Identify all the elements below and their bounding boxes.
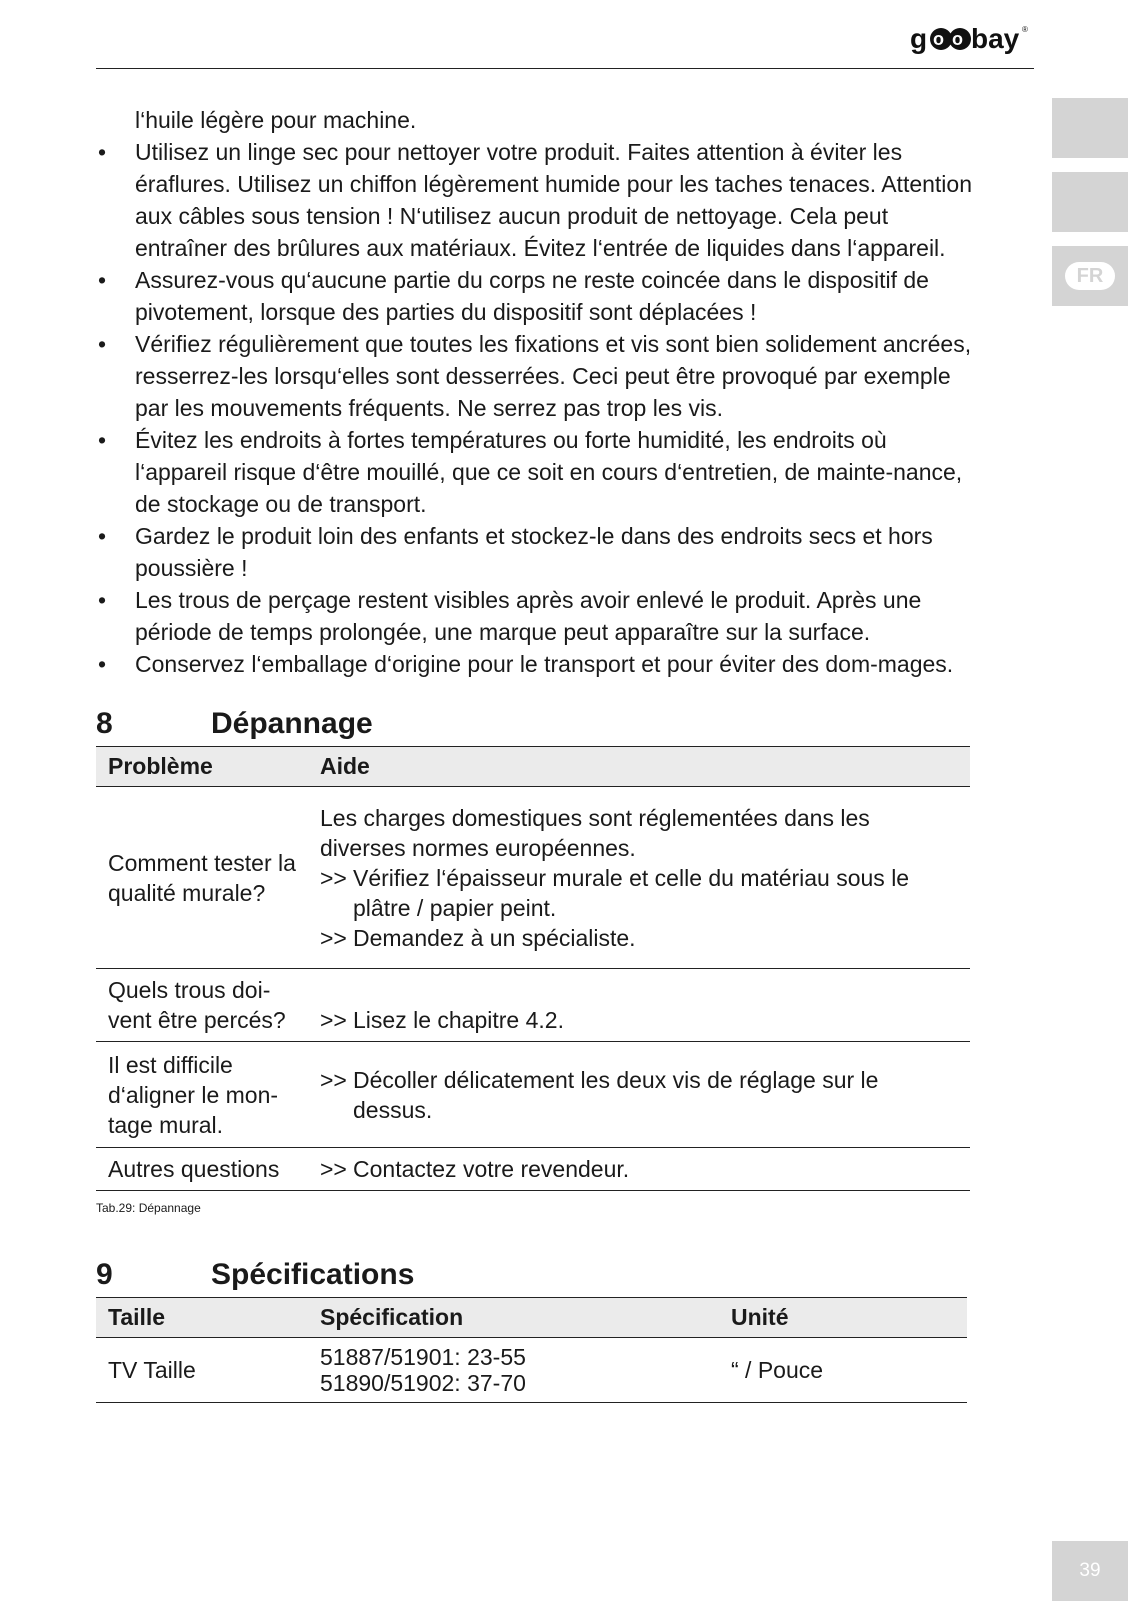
help-item bbox=[320, 923, 958, 953]
specifications-table bbox=[96, 1297, 967, 1403]
spec-line: 51890/51902: 37-70 bbox=[320, 1370, 526, 1396]
help-text: Demandez à un spécialiste. bbox=[353, 924, 636, 951]
problem-cell: Il est difficile d‘aligner le mon-tage mural. bbox=[96, 1042, 308, 1148]
troubleshooting-table bbox=[96, 746, 970, 1191]
column-header-size: Taille bbox=[96, 1298, 308, 1338]
table-row bbox=[96, 1042, 970, 1148]
language-badge: FR bbox=[1065, 262, 1115, 290]
problem-cell: Autres questions bbox=[96, 1148, 308, 1191]
help-text: Vérifiez l‘épaisseur murale et celle du matériau sous le plâtre / papier peint. bbox=[353, 864, 910, 921]
help-item bbox=[320, 863, 958, 923]
column-header-problem: Problème bbox=[96, 747, 308, 787]
help-text: Lisez le chapitre 4.2. bbox=[353, 1007, 564, 1033]
help-item bbox=[320, 1154, 958, 1184]
section-number: 9 bbox=[96, 1258, 113, 1291]
svg-text:bay: bay bbox=[971, 23, 1020, 54]
help-marker: >> bbox=[320, 1007, 347, 1033]
bullet-item: • Utilisez un linge sec pour nettoyer votre produit. Faites attention à éviter les éraflures. Utilisez un chiffon légèrement humide pour les taches tenaces. Attention aux câbles sous tension ! N‘utilisez aucun produit de nettoyage. Cela peut entraîner des brûlures aux matériaux. Évitez l‘entrée de liquides dans l‘appareil. bbox=[96, 136, 976, 264]
page-content bbox=[96, 104, 976, 1403]
column-header-specification: Spécification bbox=[308, 1298, 719, 1338]
header-rule bbox=[96, 68, 1034, 69]
bullet-item: • Vérifiez régulièrement que toutes les fixations et vis sont bien solidement ancrées, resserrez-les lorsqu‘elles sont desserrées. Ceci peut être provoqué par exemple par les mouvements fréquents. Ne serrez pas trop les vis. bbox=[96, 328, 976, 424]
spec-line: 51887/51901: 23-55 bbox=[320, 1344, 526, 1370]
help-text: Décoller délicatement les deux vis de réglage sur le dessus. bbox=[353, 1066, 879, 1123]
intro-continuation: l‘huile légère pour machine. bbox=[135, 107, 417, 133]
section-number: 8 bbox=[96, 707, 113, 740]
bullet-item: • Assurez-vous qu‘aucune partie du corps ne reste coincée dans le dispositif de pivotement, lorsque des parties du dispositif sont déplacées ! bbox=[96, 264, 976, 328]
bullet-item: • Gardez le produit loin des enfants et stockez-le dans des endroits secs et hors poussière ! bbox=[96, 520, 976, 584]
spec-cell bbox=[308, 1338, 719, 1403]
section-heading-depannage bbox=[96, 704, 976, 744]
help-cell bbox=[308, 787, 970, 969]
section-title: Dépannage bbox=[211, 707, 373, 740]
help-item bbox=[320, 1005, 958, 1035]
unit-cell: “ / Pouce bbox=[719, 1338, 967, 1403]
side-tab-language bbox=[1052, 246, 1128, 306]
goobay-logo bbox=[910, 18, 1030, 60]
help-cell bbox=[308, 1148, 970, 1191]
help-marker: >> bbox=[320, 924, 347, 951]
section-heading-specifications bbox=[96, 1255, 976, 1295]
safety-bullet-list bbox=[96, 136, 976, 680]
problem-cell: Comment tester la qualité murale? bbox=[96, 787, 308, 969]
table-row bbox=[96, 969, 970, 1042]
svg-text:g: g bbox=[910, 23, 928, 54]
svg-text:®: ® bbox=[1022, 25, 1028, 34]
table-row bbox=[96, 787, 970, 969]
section-title: Spécifications bbox=[211, 1258, 415, 1291]
side-tab-1 bbox=[1052, 98, 1128, 158]
help-intro: Les charges domestiques sont réglementées dans les diverses normes européennes. bbox=[320, 804, 870, 861]
help-marker: >> bbox=[320, 1066, 347, 1093]
table-row bbox=[96, 1148, 970, 1191]
svg-text:o: o bbox=[933, 29, 944, 49]
side-tab-2 bbox=[1052, 172, 1128, 232]
column-header-unit: Unité bbox=[719, 1298, 967, 1338]
column-header-help: Aide bbox=[308, 747, 970, 787]
bullet-item: • Les trous de perçage restent visibles après avoir enlevé le produit. Après une période de temps prolongée, une marque peut apparaître sur la surface. bbox=[96, 584, 976, 648]
help-item bbox=[320, 1065, 958, 1125]
help-text: Contactez votre revendeur. bbox=[353, 1156, 630, 1182]
table-caption: Tab.29: Dépannage bbox=[96, 1201, 201, 1215]
help-marker: >> bbox=[320, 864, 347, 891]
size-cell: TV Taille bbox=[96, 1338, 308, 1403]
svg-text:o: o bbox=[952, 29, 963, 49]
table-row bbox=[96, 1338, 967, 1403]
bullet-item: • Évitez les endroits à fortes températures ou forte humidité, les endroits où l‘appareil risque d‘être mouillé, que ce soit en cours d‘entretien, de mainte-nance, de stockage ou de transport. bbox=[96, 424, 976, 520]
help-cell bbox=[308, 1042, 970, 1148]
help-cell bbox=[308, 969, 970, 1042]
problem-cell: Quels trous doi-vent être percés? bbox=[96, 969, 308, 1042]
bullet-item: • Conservez l‘emballage d‘origine pour le transport et pour éviter des dom-mages. bbox=[96, 648, 976, 680]
page-number: 39 bbox=[1052, 1541, 1128, 1601]
help-marker: >> bbox=[320, 1156, 347, 1182]
